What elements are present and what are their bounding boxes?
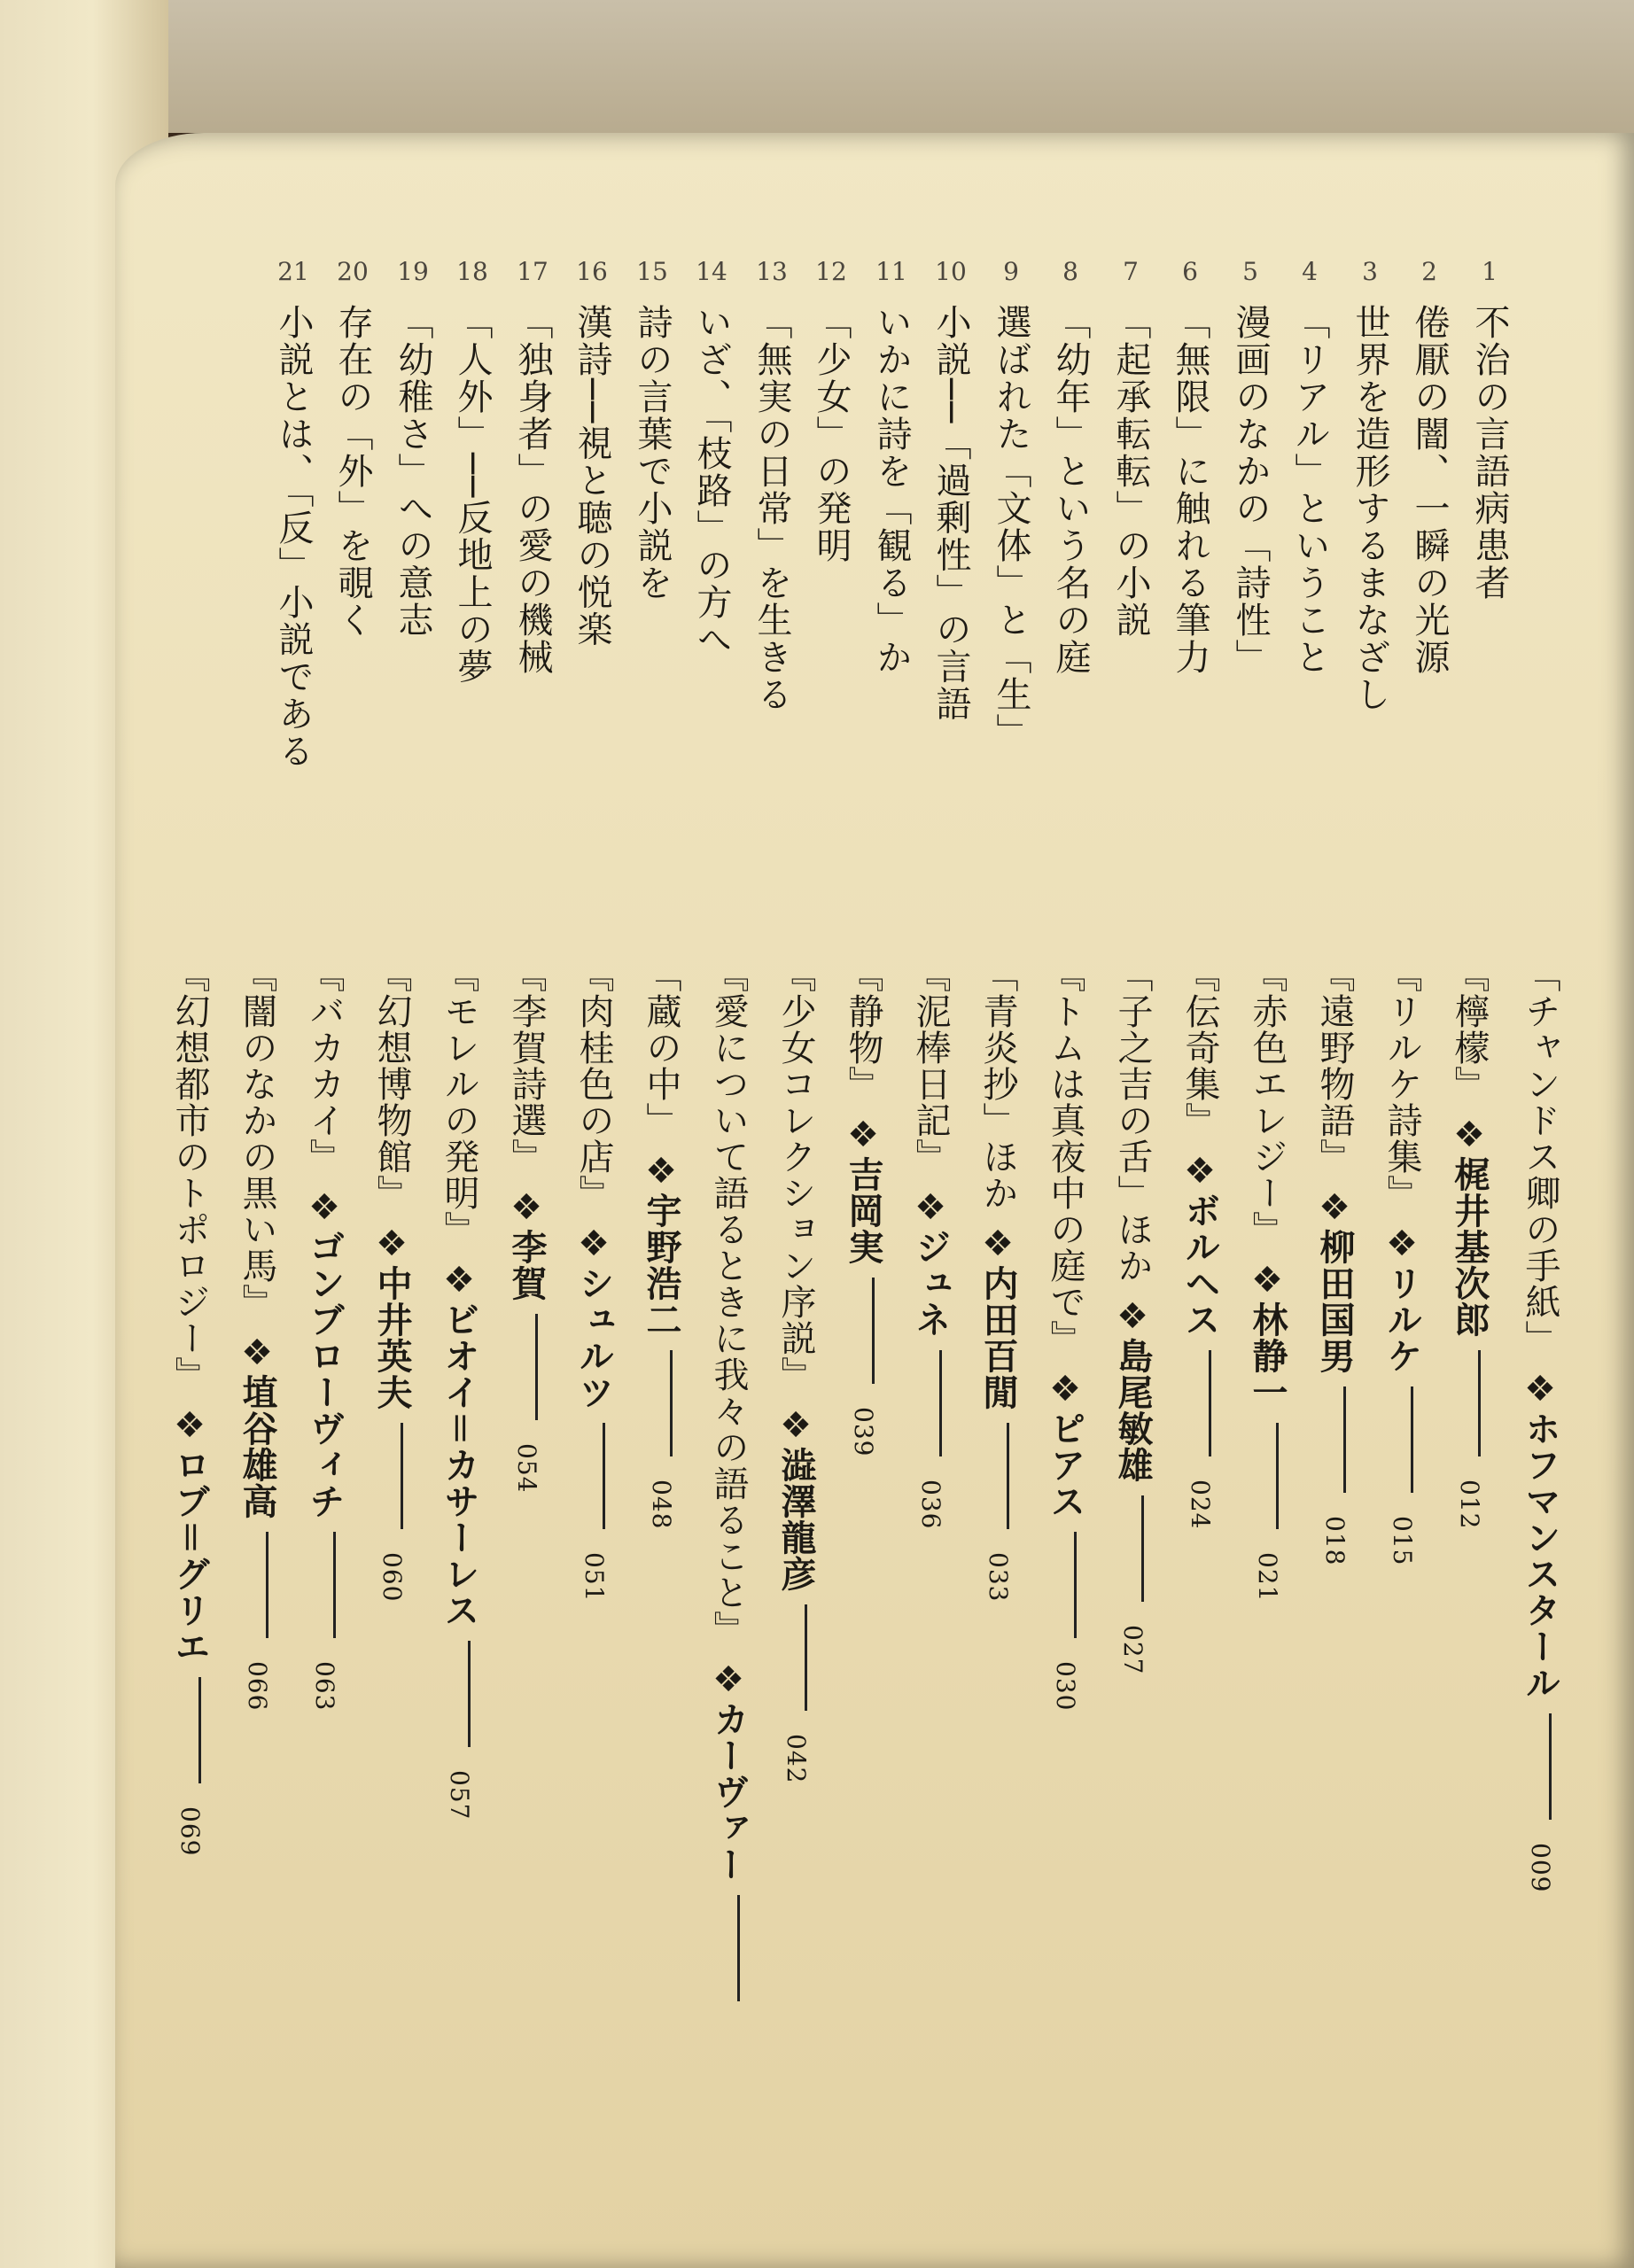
chapter-4 — [1282, 257, 1337, 676]
leader-line — [1074, 1532, 1077, 1638]
chapter-number: 9 — [1003, 257, 1019, 286]
chapter-title: 「独身者」の愛の機械 — [512, 304, 553, 676]
diamond-bullet-icon: ❖ — [169, 1405, 210, 1447]
page-number: 015 — [1388, 1516, 1417, 1566]
leader-line — [1478, 1350, 1481, 1456]
chapter-19 — [385, 257, 440, 639]
entry-14 — [636, 957, 687, 1529]
leader-line — [401, 1423, 403, 1529]
chapter-13 — [744, 257, 799, 713]
chapter-18 — [445, 257, 500, 685]
author-name: 内田百閒 — [977, 1265, 1018, 1410]
entry-4 — [1310, 957, 1360, 1565]
author-name: カーヴァー — [708, 1701, 749, 1883]
page-number: 018 — [1320, 1516, 1350, 1566]
diamond-bullet-icon: ❖ — [641, 1151, 681, 1192]
chapter-title: 小説とは、「反」小説である — [273, 304, 314, 770]
chapter-title: 「幼年」という名の庭 — [1050, 304, 1091, 676]
diamond-bullet-icon: ❖ — [977, 1223, 1018, 1265]
author-name: 梶井基次郎 — [1449, 1156, 1490, 1338]
diamond-bullet-icon: ❖ — [910, 1187, 951, 1229]
entry-2 — [1444, 957, 1495, 1529]
leader-line — [468, 1641, 471, 1747]
work-title: 『赤色エレジー』 — [1247, 957, 1288, 1247]
author-name: 澁澤龍彦 — [775, 1447, 816, 1592]
page-number: 033 — [984, 1552, 1013, 1603]
chapter-number: 16 — [576, 257, 608, 286]
toc-page — [115, 133, 1634, 2268]
work-title: 『泥棒日記』 — [910, 957, 951, 1175]
chapter-12 — [804, 257, 859, 564]
page-number: 054 — [512, 1443, 541, 1494]
work-title: 「蔵の中」 — [641, 957, 681, 1138]
entry-6 — [1175, 957, 1226, 1529]
chapter-number: 13 — [756, 257, 788, 286]
leader-line — [805, 1604, 807, 1711]
entry-11 — [838, 957, 889, 1456]
chapter-title: 「幼稚さ」への意志 — [393, 304, 433, 639]
entry-20 — [232, 957, 283, 1711]
page-number: 030 — [1051, 1661, 1080, 1712]
chapter-number: 5 — [1242, 257, 1258, 286]
chapter-number: 15 — [636, 257, 668, 286]
page-number: 057 — [445, 1770, 474, 1821]
entry-7 — [1108, 957, 1158, 1674]
page-number: 069 — [175, 1806, 205, 1857]
chapter-title: いかに詩を「観る」か — [871, 304, 912, 676]
page-number: 036 — [916, 1480, 945, 1530]
chapter-title: 「少女」の発明 — [811, 304, 852, 564]
chapter-number: 1 — [1482, 257, 1498, 286]
leader-line — [1343, 1386, 1346, 1493]
chapter-20 — [325, 257, 380, 639]
work-title: 『幻想博物館』 — [371, 957, 412, 1211]
chapter-16 — [564, 257, 619, 648]
entry-3 — [1377, 957, 1428, 1565]
diamond-bullet-icon: ❖ — [775, 1405, 816, 1447]
leader-line — [1549, 1713, 1552, 1820]
leader-line — [670, 1350, 673, 1456]
work-title: 『愛について語るときに我々の語ること』 — [708, 957, 749, 1647]
entry-19 — [300, 957, 350, 1711]
entry-8 — [1040, 957, 1091, 1711]
author-name: 島尾敏雄 — [1112, 1338, 1153, 1483]
chapter-21 — [266, 257, 321, 770]
entry-21 — [165, 957, 215, 1856]
chapter-title: 「リアル」ということ — [1289, 304, 1330, 676]
chapter-title: 存在の「外」を覗く — [332, 304, 373, 639]
page-number: 009 — [1526, 1843, 1555, 1893]
chapter-number: 18 — [456, 257, 488, 286]
leader-line — [1141, 1495, 1144, 1602]
chapter-6 — [1163, 257, 1218, 676]
chapter-10 — [923, 257, 978, 722]
chapter-number: 8 — [1062, 257, 1078, 286]
chapter-title: いざ、「枝路」の方へ — [691, 304, 732, 658]
diamond-bullet-icon: ❖ — [506, 1187, 547, 1229]
entry-17 — [434, 957, 485, 1820]
author-name: 中井英夫 — [371, 1265, 412, 1410]
leader-line — [535, 1314, 538, 1420]
author-name: 埴谷雄高 — [237, 1374, 277, 1519]
entry-1 — [1515, 957, 1566, 1892]
chapter-title: 漢詩──視と聴の悦楽 — [572, 304, 612, 649]
author-name: ピアス — [1045, 1410, 1085, 1519]
work-title: 『肉桂色の店』 — [573, 957, 614, 1211]
page-number: 063 — [310, 1661, 339, 1712]
chapter-title: 世界を造形するまなざし — [1350, 304, 1390, 713]
author-name: 林静一 — [1247, 1301, 1288, 1410]
background-surface — [0, 0, 1634, 133]
chapter-title: 不治の言語病患者 — [1469, 304, 1510, 602]
work-title: 『少女コレクション序説』 — [775, 957, 816, 1393]
chapter-title: 「無限」に触れる筆力 — [1170, 304, 1210, 676]
page-number: 060 — [377, 1552, 407, 1603]
chapter-3 — [1342, 257, 1397, 713]
page-number: 066 — [243, 1661, 272, 1712]
work-title: 『遠野物語』 — [1314, 957, 1355, 1175]
entry-15 — [569, 957, 619, 1602]
chapter-number: 21 — [277, 257, 309, 286]
entry-16 — [502, 957, 552, 1493]
entry-12 — [771, 957, 821, 1783]
work-title: 『幻想都市のトポロジー』 — [169, 957, 210, 1393]
leader-line — [603, 1423, 605, 1529]
work-title: 「子之吉の舌」ほか — [1112, 957, 1153, 1284]
work-title: 『檸檬』 — [1449, 957, 1490, 1102]
work-title: 『バカカイ』 — [304, 957, 345, 1175]
chapter-number: 12 — [815, 257, 847, 286]
page-number: 027 — [1118, 1625, 1148, 1675]
chapter-9 — [984, 257, 1039, 750]
diamond-bullet-icon: ❖ — [371, 1223, 412, 1265]
work-title: 『静物』 — [843, 957, 883, 1102]
author-name: 李賀 — [506, 1229, 547, 1301]
entry-13 — [704, 957, 754, 2024]
chapter-number: 17 — [517, 257, 549, 286]
entry-10 — [906, 957, 956, 1529]
author-name: 吉岡実 — [843, 1156, 883, 1265]
chapter-number: 6 — [1182, 257, 1198, 286]
chapter-2 — [1402, 257, 1457, 676]
chapter-5 — [1223, 257, 1278, 676]
diamond-bullet-icon: ❖ — [1520, 1369, 1560, 1410]
page-number: 051 — [580, 1552, 609, 1603]
diamond-bullet-icon: ❖ — [304, 1187, 345, 1229]
author-name: 柳田国男 — [1314, 1229, 1355, 1374]
entry-18 — [367, 957, 417, 1602]
entry-5 — [1242, 957, 1293, 1602]
leader-line — [737, 1895, 740, 2001]
leader-line — [1411, 1386, 1413, 1493]
chapter-8 — [1043, 257, 1098, 676]
author-name: ジュネ — [910, 1229, 951, 1338]
diamond-bullet-icon: ❖ — [1381, 1223, 1422, 1265]
diamond-bullet-icon: ❖ — [1314, 1187, 1355, 1229]
diamond-bullet-icon: ❖ — [439, 1260, 479, 1301]
work-title: 『リルケ詩集』 — [1381, 957, 1422, 1211]
author-name: リルケ — [1381, 1265, 1422, 1374]
chapter-number: 3 — [1362, 257, 1378, 286]
leader-line — [1007, 1423, 1009, 1529]
chapter-number: 2 — [1421, 257, 1437, 286]
chapter-14 — [684, 257, 739, 658]
leader-line — [939, 1350, 942, 1456]
diamond-bullet-icon: ❖ — [1179, 1151, 1220, 1192]
chapter-number: 11 — [875, 257, 907, 286]
chapter-7 — [1103, 257, 1158, 639]
work-title: 「チャンドス卿の手紙」 — [1520, 957, 1560, 1356]
work-title: 『伝奇集』 — [1179, 957, 1220, 1138]
leader-line — [1209, 1350, 1211, 1456]
work-title: 『李賀詩選』 — [506, 957, 547, 1175]
leader-line — [333, 1532, 336, 1638]
author-name: ボルヘス — [1179, 1192, 1220, 1338]
chapter-number: 7 — [1123, 257, 1139, 286]
chapter-title: 選ばれた「文体」と「生」 — [991, 304, 1031, 750]
chapter-number: 10 — [935, 257, 967, 286]
leader-line — [266, 1532, 268, 1638]
author-name: 宇野浩二 — [641, 1192, 681, 1338]
chapter-title: 「無実の日常」を生きる — [751, 304, 792, 713]
chapter-number: 14 — [696, 257, 728, 286]
chapter-15 — [625, 257, 680, 602]
diamond-bullet-icon: ❖ — [1112, 1296, 1153, 1338]
chapter-number: 19 — [397, 257, 429, 286]
work-title: 『闇のなかの黒い馬』 — [237, 957, 277, 1320]
chapter-1 — [1462, 257, 1517, 602]
work-title: 「青炎抄」ほか — [977, 957, 1018, 1211]
page-number: 012 — [1455, 1480, 1484, 1530]
page-number: 021 — [1253, 1552, 1282, 1603]
chapter-number: 4 — [1302, 257, 1318, 286]
chapter-title: 倦厭の闇、一瞬の光源 — [1409, 304, 1450, 676]
page-number: 024 — [1186, 1480, 1215, 1530]
diamond-bullet-icon: ❖ — [573, 1223, 614, 1265]
leader-line — [1276, 1423, 1279, 1529]
chapter-title: 詩の言葉で小説を — [632, 304, 673, 602]
work-title: 『モレルの発明』 — [439, 957, 479, 1247]
chapter-number: 20 — [337, 257, 369, 286]
page-number: 048 — [647, 1480, 676, 1530]
page-number: 039 — [849, 1407, 878, 1457]
author-name: シュルツ — [573, 1265, 614, 1410]
author-name: ビオイ＝カサーレス — [439, 1301, 479, 1628]
leader-line — [198, 1677, 201, 1783]
entry-9 — [973, 957, 1023, 1602]
chapter-title: 「起承転転」の小説 — [1110, 304, 1151, 639]
chapter-title: 「人外」──反地上の夢 — [452, 304, 493, 686]
chapter-title: 小説──「過剰性」の言語 — [930, 304, 971, 723]
author-name: ホフマンスタール — [1520, 1410, 1560, 1701]
leader-line — [872, 1278, 875, 1384]
chapter-title: 漫画のなかの「詩性」 — [1230, 304, 1271, 676]
diamond-bullet-icon: ❖ — [1045, 1369, 1085, 1410]
author-name: ゴンブローヴィチ — [304, 1229, 345, 1519]
page-number: 042 — [782, 1734, 811, 1784]
chapter-11 — [864, 257, 919, 676]
work-title: 『トムは真夜中の庭で』 — [1045, 957, 1085, 1356]
diamond-bullet-icon: ❖ — [843, 1115, 883, 1156]
diamond-bullet-icon: ❖ — [708, 1659, 749, 1701]
chapter-17 — [505, 257, 560, 676]
diamond-bullet-icon: ❖ — [1449, 1115, 1490, 1156]
diamond-bullet-icon: ❖ — [237, 1332, 277, 1374]
diamond-bullet-icon: ❖ — [1247, 1260, 1288, 1301]
author-name: ロブ＝グリエ — [169, 1447, 210, 1665]
